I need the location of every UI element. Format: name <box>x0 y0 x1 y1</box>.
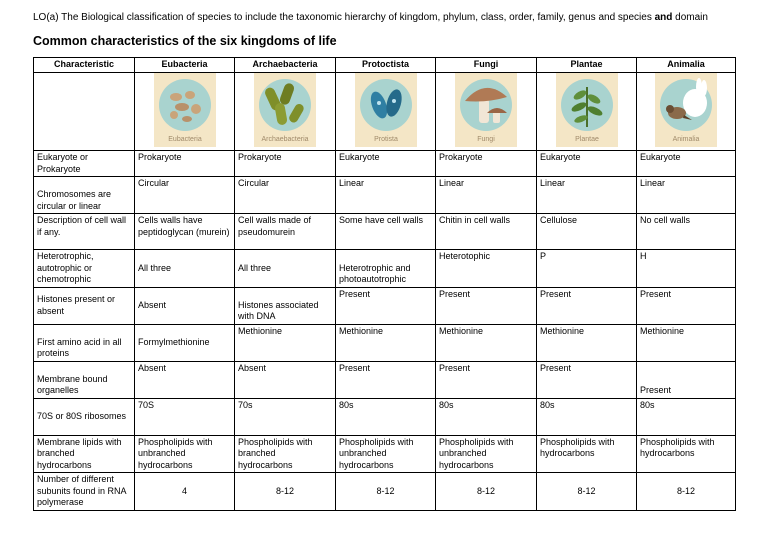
table-cell: Absent <box>135 361 235 398</box>
image-blank-cell <box>34 72 135 151</box>
table-cell: Heterotrophic and photoautotrophic <box>336 250 436 288</box>
animalia-icon <box>655 73 717 147</box>
illustration-caption: Eubacteria <box>167 135 202 143</box>
illustration-caption: Plantae <box>574 135 599 143</box>
table-cell: Phospholipids with hydrocarbons <box>537 435 637 473</box>
table-cell: 4 <box>135 473 235 511</box>
table-cell: Present <box>537 361 637 398</box>
table-cell: Circular <box>135 177 235 214</box>
table-cell: Present <box>637 287 736 324</box>
header-archaebacteria: Archaebacteria <box>235 58 336 73</box>
page-title: Common characteristics of the six kingdoms of life <box>33 34 337 48</box>
row-label: Membrane lipids with branched hydrocarbons <box>34 435 135 473</box>
table-cell: 8-12 <box>436 473 537 511</box>
table-row <box>34 177 736 214</box>
header-characteristic: Characteristic <box>34 58 135 73</box>
table-cell: Linear <box>637 177 736 214</box>
header-plantae: Plantae <box>537 58 637 73</box>
image-cell-animalia <box>637 72 736 151</box>
lo-tail: domain <box>675 12 708 23</box>
table-cell: Circular <box>235 177 336 214</box>
table-cell: Prokaryote <box>135 151 235 177</box>
fungi-icon <box>455 73 517 147</box>
table-cell: Prokaryote <box>235 151 336 177</box>
lo-text: LO(a) The Biological classification of species to include the taxonomic hierarchy of kingdom, phylum, class, order, family, genus and species <box>33 12 652 23</box>
illustration-caption: Archaebacteria <box>261 135 309 143</box>
table-cell: Cell walls made of pseudomurein <box>235 214 336 250</box>
table-cell: H <box>637 250 736 288</box>
header-row <box>34 58 736 73</box>
row-label: Membrane bound organelles <box>34 361 135 398</box>
table-cell: Present <box>336 361 436 398</box>
table-cell: 70s <box>235 398 336 435</box>
image-cell-plantae <box>537 72 637 151</box>
table-row <box>34 324 736 361</box>
table-cell: 8-12 <box>537 473 637 511</box>
table-row <box>34 398 736 435</box>
table-cell: 70S <box>135 398 235 435</box>
table-cell: Eukaryote <box>336 151 436 177</box>
row-label: Histones present or absent <box>34 287 135 324</box>
table-cell: 8-12 <box>637 473 736 511</box>
table-row <box>34 473 736 511</box>
plantae-icon <box>556 73 618 147</box>
table-cell: Present <box>436 361 537 398</box>
table-cell: All three <box>235 250 336 288</box>
eubacteria-icon <box>154 73 216 147</box>
table-cell: Phospholipids with unbranched hydrocarbons <box>436 435 537 473</box>
table-row <box>34 151 736 177</box>
row-label: Number of different subunits found in RNA polymerase <box>34 473 135 511</box>
row-label: 70S or 80S ribosomes <box>34 398 135 435</box>
table-row <box>34 250 736 288</box>
table-cell: Eukaryote <box>637 151 736 177</box>
image-row <box>34 72 736 151</box>
table-cell: Absent <box>235 361 336 398</box>
table-cell: Methionine <box>235 324 336 361</box>
image-cell-archaebacteria <box>235 72 336 151</box>
table-cell: Methionine <box>637 324 736 361</box>
table-cell: Cellulose <box>537 214 637 250</box>
table-cell: Chitin in cell walls <box>436 214 537 250</box>
table-cell: Present <box>637 361 736 398</box>
table-cell: Phospholipids with unbranched hydrocarbons <box>336 435 436 473</box>
table-cell: Eukaryote <box>537 151 637 177</box>
row-label: First amino acid in all proteins <box>34 324 135 361</box>
table-cell: Prokaryote <box>436 151 537 177</box>
illustration-caption: Protista <box>373 135 398 143</box>
table-cell: Present <box>537 287 637 324</box>
table-row <box>34 287 736 324</box>
illustration-caption: Animalia <box>672 135 700 143</box>
illustration-caption: Fungi <box>477 135 495 143</box>
table-cell: P <box>537 250 637 288</box>
table-cell: 80s <box>436 398 537 435</box>
table-cell: Linear <box>336 177 436 214</box>
header-fungi: Fungi <box>436 58 537 73</box>
header-eubacteria: Eubacteria <box>135 58 235 73</box>
archaebacteria-icon <box>254 73 316 147</box>
table-row <box>34 361 736 398</box>
table-cell: 80s <box>637 398 736 435</box>
table-cell: Methionine <box>436 324 537 361</box>
image-cell-protista <box>336 72 436 151</box>
table-cell: All three <box>135 250 235 288</box>
protista-icon <box>355 73 417 147</box>
image-cell-fungi <box>436 72 537 151</box>
table-cell: Linear <box>537 177 637 214</box>
row-label: Chromosomes are circular or linear <box>34 177 135 214</box>
header-protoctista: Protoctista <box>336 58 436 73</box>
table-cell: Formylmethionine <box>135 324 235 361</box>
table-cell: 8-12 <box>235 473 336 511</box>
table-cell: Phospholipids with hydrocarbons <box>637 435 736 473</box>
image-cell-eubacteria <box>135 72 235 151</box>
row-label: Heterotrophic, autotrophic or chemotrophic <box>34 250 135 288</box>
table-cell: Some have cell walls <box>336 214 436 250</box>
table-row <box>34 214 736 250</box>
table-cell: Methionine <box>537 324 637 361</box>
table-cell: Phospholipids with branched hydrocarbons <box>235 435 336 473</box>
table-cell: Cells walls have peptidoglycan (murein) <box>135 214 235 250</box>
table-cell: 8-12 <box>336 473 436 511</box>
table-cell: Linear <box>436 177 537 214</box>
kingdoms-table <box>33 57 736 511</box>
row-label: Eukaryote or Prokaryote <box>34 151 135 177</box>
table-cell: Present <box>436 287 537 324</box>
table-cell: Methionine <box>336 324 436 361</box>
row-label: Description of cell wall if any. <box>34 214 135 250</box>
learning-objective <box>33 11 708 25</box>
header-animalia: Animalia <box>637 58 736 73</box>
table-cell: Heterotophic <box>436 250 537 288</box>
table-cell: Histones associated with DNA <box>235 287 336 324</box>
table-cell: Phospholipids with unbranched hydrocarbons <box>135 435 235 473</box>
table-cell: Absent <box>135 287 235 324</box>
lo-bold: and <box>654 12 673 23</box>
table-cell: 80s <box>336 398 436 435</box>
table-cell: 80s <box>537 398 637 435</box>
table-cell: Present <box>336 287 436 324</box>
table-cell: No cell walls <box>637 214 736 250</box>
table-row <box>34 435 736 473</box>
